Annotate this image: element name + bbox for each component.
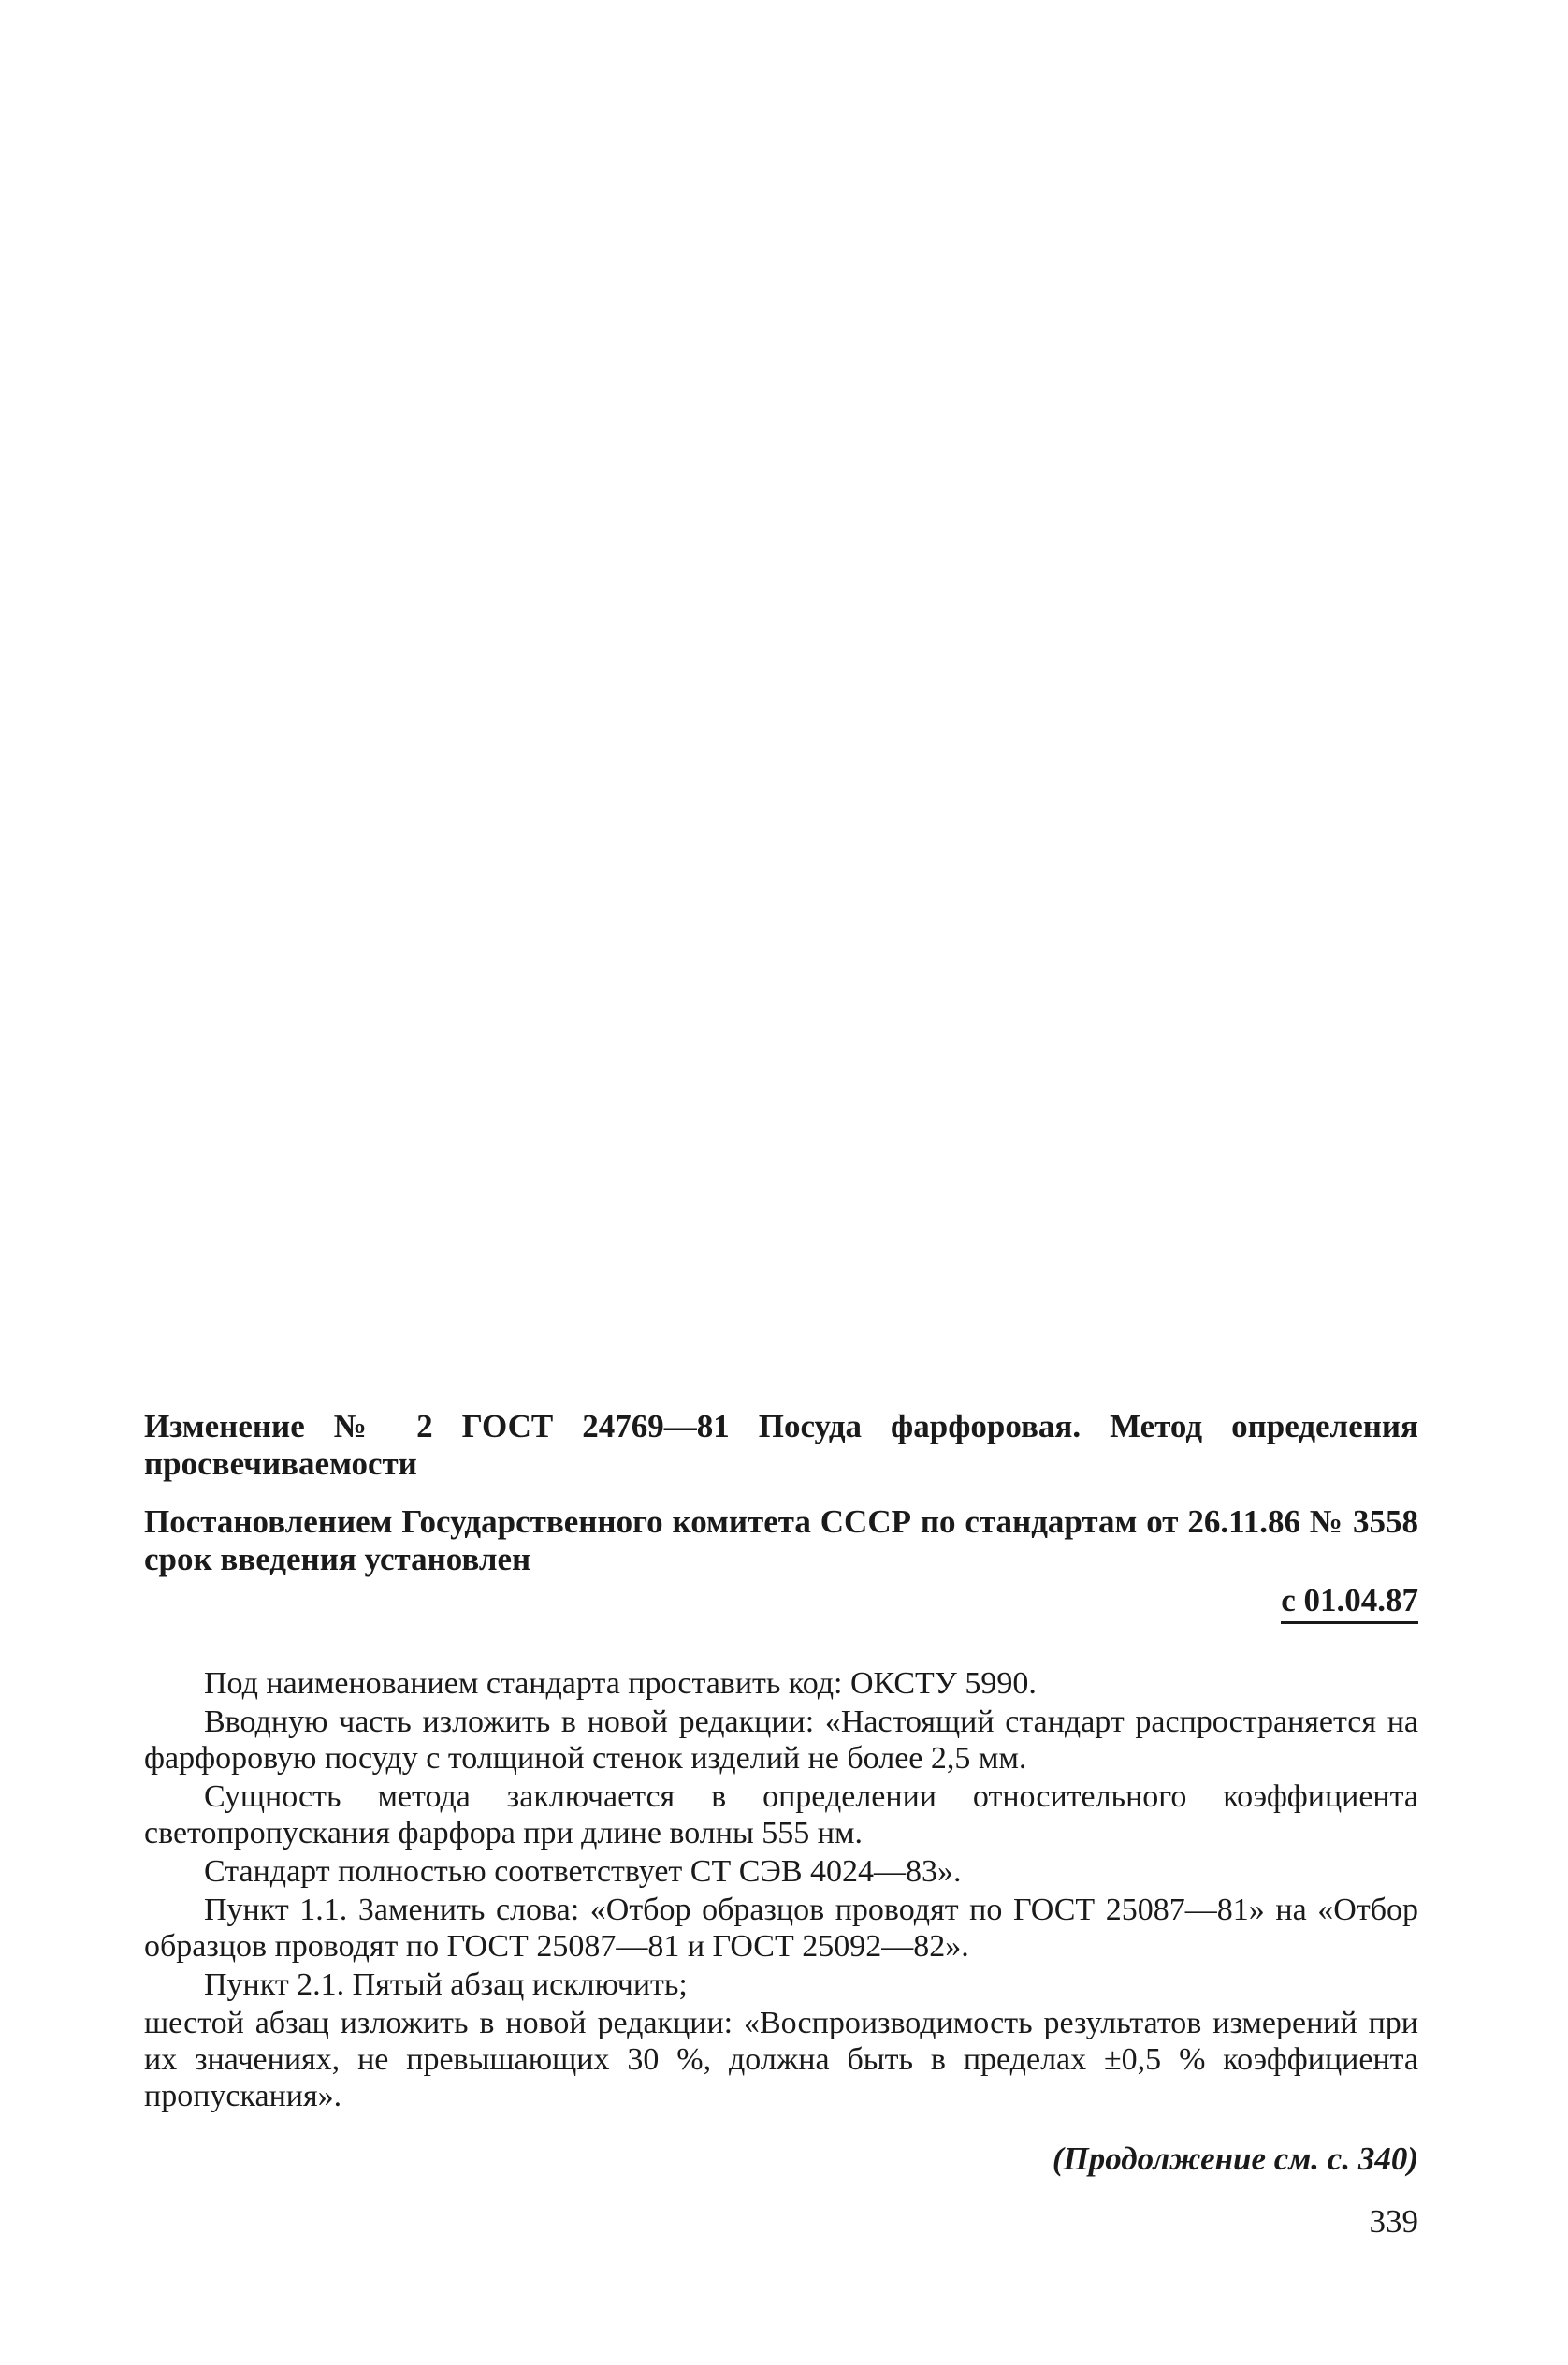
- amendment-body: [144, 1665, 1418, 2114]
- page-number: 339: [1369, 2203, 1418, 2240]
- paragraph-compliance: Стандарт полностью соответствует СТ СЭВ 4024—83».: [204, 1854, 962, 1889]
- amendment-title: Изменение № 2 ГОСТ 24769—81 Посуда фарфоровая. Метод определения просвечиваемости: [144, 1408, 1418, 1482]
- effective-date: с 01.04.87: [1281, 1582, 1418, 1624]
- decree-text: Постановлением Государственного комитета СССР по стандартам от 26.11.86 № 3558 срок введения установлен: [144, 1503, 1418, 1577]
- paragraph-item-2-1: Пункт 2.1. Пятый абзац исключить;: [204, 1967, 688, 2002]
- amendment-section: [144, 1408, 1418, 2178]
- paragraph-method: Сущность метода заключается в определении относительного коэффициента светопропускания фарфора при длине волны 555 нм.: [144, 1779, 1418, 1850]
- continuation-note: (Продолжение см. с. 340): [1052, 2140, 1418, 2177]
- paragraph-intro: Вводную часть изложить в новой редакции: «Настоящий стандарт распространяется на фарфоровую посуду с толщиной стенок изделий не более 2,5 мм.: [144, 1705, 1418, 1776]
- paragraph-sixth: шестой абзац изложить в новой редакции: «Воспроизводимость результатов измерений при их значениях, не превышающих 30 %, должна быть в пределах ±0,5 % коэффициента пропускания».: [144, 2006, 1418, 2113]
- paragraph-code: Под наименованием стандарта проставить код: ОКСТУ 5990.: [204, 1666, 1037, 1701]
- paragraph-item-1-1: Пункт 1.1. Заменить слова: «Отбор образцов проводят по ГОСТ 25087—81» на «Отбор образцов проводят по ГОСТ 25087—81 и ГОСТ 25092—82».: [144, 1893, 1418, 1964]
- effective-date-line: [144, 1582, 1418, 1624]
